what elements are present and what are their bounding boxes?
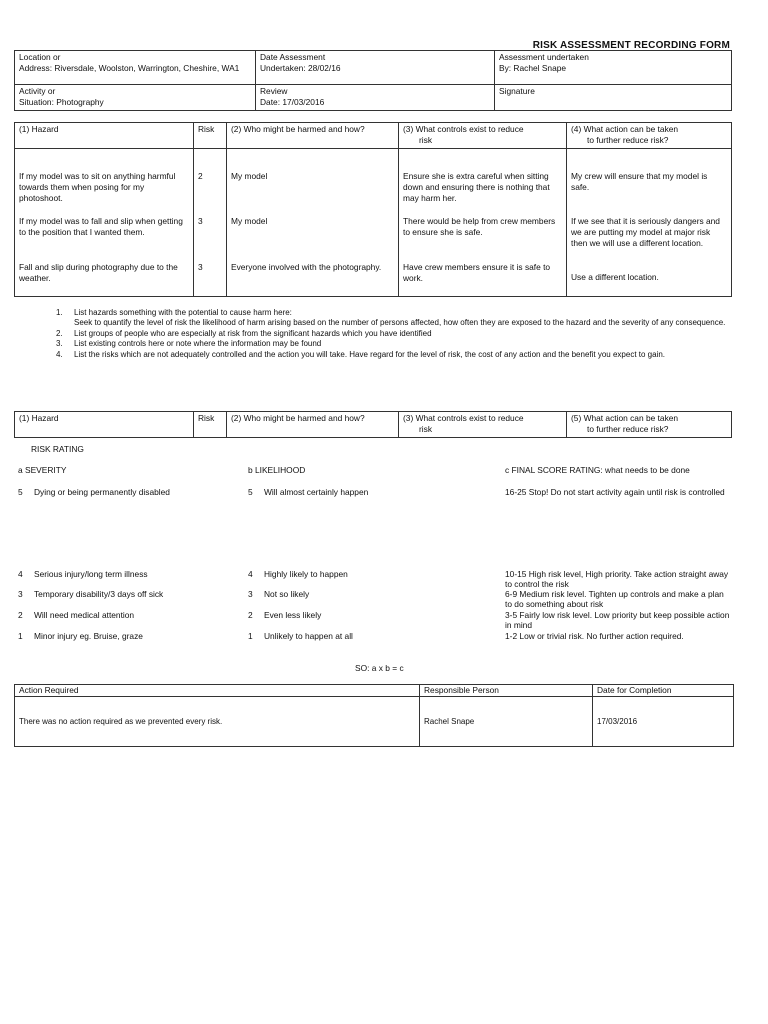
note-item <box>56 350 728 360</box>
final-score-item: 6-9 Medium risk level. Tighten up controls and make a plan to do something about risk <box>505 589 724 610</box>
activity-label: Activity or <box>19 86 56 96</box>
final-score-item: 10-15 High risk level, High priority. Take action straight away to control the risk <box>505 569 729 590</box>
harmed-3: Everyone involved with the photography. <box>231 261 382 272</box>
note-text: List hazards something with the potential to cause harm here: <box>74 308 292 317</box>
note-text: List groups of people who are especially at risk from the significant hazards which you have identified <box>74 328 432 338</box>
hazard-table <box>14 122 732 297</box>
date-assessment-cell <box>256 51 495 85</box>
severity-item: 3 Temporary disability/3 days off sick <box>18 589 164 599</box>
notes-list <box>56 308 728 360</box>
likelihood-item: 1 Unlikely to happen at all <box>248 631 353 641</box>
likelihood-item: 4 Highly likely to happen <box>248 569 348 579</box>
risk-header: Risk <box>194 123 227 149</box>
review-cell <box>256 85 495 111</box>
hazard-table-header <box>15 123 732 149</box>
note-text: List existing controls here or note where the information may be found <box>74 339 322 349</box>
controls-header <box>399 123 567 149</box>
note-number: 1. <box>56 308 63 317</box>
action-table-header <box>15 685 734 697</box>
harmed-2: My model <box>231 215 268 226</box>
final-score-item: 16-25 Stop! Do not start activity again until risk is controlled <box>505 487 725 497</box>
risk-rating-title: RISK RATING <box>31 444 84 454</box>
action-3: Use a different location. <box>571 271 659 282</box>
action-required-header: Action Required <box>15 685 420 697</box>
action-header-2 <box>567 412 732 438</box>
notes-section <box>56 308 728 360</box>
risk-1: 2 <box>198 170 203 181</box>
action-header <box>567 123 732 149</box>
risk-3: 3 <box>198 261 203 272</box>
note-item <box>56 329 728 339</box>
severity-item: 4 Serious injury/long term illness <box>18 569 148 579</box>
final-score-item: 1-2 Low or trivial risk. No further action required. <box>505 631 684 641</box>
signature-label: Signature <box>499 86 535 96</box>
signature-cell <box>495 85 732 111</box>
note-item <box>56 339 728 349</box>
harmed-1: My model <box>231 170 268 181</box>
final-score-item: 3-5 Fairly low risk level. Low priority but keep possible action in mind <box>505 610 730 631</box>
date-assessment-label: Date Assessment <box>260 52 326 62</box>
location-cell <box>15 51 256 85</box>
final-title: c FINAL SCORE RATING: what needs to be done <box>505 465 690 475</box>
assessment-cell <box>495 51 732 85</box>
location-label: Location or <box>19 52 61 62</box>
responsible-person-header: Responsible Person <box>420 685 593 697</box>
harmed-header-2: (2) Who might be harmed and how? <box>227 412 399 438</box>
hazard-2: If my model was to fall and slip when getting to the position that I wanted them. <box>19 215 183 238</box>
hazard-1: If my model was to sit on anything harmful towards them when posing for my photoshoot. <box>19 170 176 204</box>
controls-header-line1: (3) What controls exist to reduce <box>403 124 524 134</box>
action-header-2-line2: to further reduce risk? <box>587 424 669 435</box>
date-undertaken-value: Undertaken: 28/02/16 <box>260 63 341 74</box>
note-number: 3. <box>56 339 63 349</box>
action-header-2-line1: (5) What action can be taken <box>571 413 679 423</box>
action-1: My crew will ensure that my model is safe. <box>571 170 708 193</box>
action-table <box>14 684 734 747</box>
controls-header-2-line1: (3) What controls exist to reduce <box>403 413 524 423</box>
note-number: 4. <box>56 349 63 359</box>
controls-header-line2: risk <box>419 135 433 146</box>
controls-column <box>399 148 567 296</box>
action-column <box>567 148 732 296</box>
address-value: Address: Riversdale, Woolston, Warrington, Cheshire, WA1 <box>19 63 240 74</box>
date-completion-value: 17/03/2016 <box>593 697 734 747</box>
action-required-value: There was no action required as we prevented every risk. <box>15 697 420 747</box>
risk-2: 3 <box>198 215 203 226</box>
hazard-header: (1) Hazard <box>15 123 194 149</box>
hazard-body-row <box>15 148 732 296</box>
second-header-table <box>14 411 732 438</box>
severity-item: 1 Minor injury eg. Bruise, graze <box>18 631 143 641</box>
note-subtext: Seek to quantify the level of risk the likelihood of harm arising based on the number of persons affected, how often they are exposed to the hazard and the severity of any consequence. <box>74 318 726 328</box>
hazard-header-2: (1) Hazard <box>15 412 194 438</box>
likelihood-title: b LIKELIHOOD <box>248 465 306 475</box>
severity-item: 5 Dying or being permanently disabled <box>18 487 170 497</box>
note-item <box>56 308 728 329</box>
harmed-header: (2) Who might be harmed and how? <box>227 123 399 149</box>
action-2: If we see that it is seriously dangers and we are putting my model at major risk then we will use a different location. <box>571 215 720 249</box>
assessment-by-value: By: Rachel Snape <box>499 63 567 74</box>
note-text: List the risks which are not adequately controlled and the action you will take. Have regard for the level of risk, the cost of any action and the benefit you expect to gain. <box>74 349 666 359</box>
review-date-value: Date: 17/03/2016 <box>260 97 325 108</box>
situation-value: Situation: Photography <box>19 97 104 108</box>
controls-header-2 <box>399 412 567 438</box>
hazard-column <box>15 148 194 296</box>
controls-2: There would be help from crew members to ensure she is safe. <box>403 215 556 238</box>
action-header-line1: (4) What action can be taken <box>571 124 679 134</box>
responsible-person-value: Rachel Snape <box>420 697 593 747</box>
likelihood-item: 5 Will almost certainly happen <box>248 487 369 497</box>
review-label: Review <box>260 86 288 96</box>
controls-3: Have crew members ensure it is safe to work. <box>403 261 551 284</box>
severity-title: a SEVERITY <box>18 465 67 475</box>
controls-1: Ensure she is extra careful when sitting down and ensuring there is nothing that may harm her. <box>403 170 550 204</box>
likelihood-item: 3 Not so likely <box>248 589 310 599</box>
hazard-3: Fall and slip during photography due to the weather. <box>19 261 178 284</box>
harmed-column <box>227 148 399 296</box>
likelihood-item: 2 Even less likely <box>248 610 322 620</box>
header-info-table <box>14 50 732 111</box>
date-completion-header: Date for Completion <box>593 685 734 697</box>
risk-column <box>194 148 227 296</box>
formula: SO: a x b = c <box>355 663 404 673</box>
activity-cell <box>15 85 256 111</box>
assessment-label: Assessment undertaken <box>499 52 589 62</box>
form-title: RISK ASSESSMENT RECORDING FORM <box>532 40 730 51</box>
controls-header-2-line2: risk <box>419 424 433 435</box>
severity-item: 2 Will need medical attention <box>18 610 135 620</box>
action-table-row <box>15 697 734 747</box>
risk-header-2: Risk <box>194 412 227 438</box>
note-number: 2. <box>56 328 63 338</box>
action-header-line2: to further reduce risk? <box>587 135 669 146</box>
